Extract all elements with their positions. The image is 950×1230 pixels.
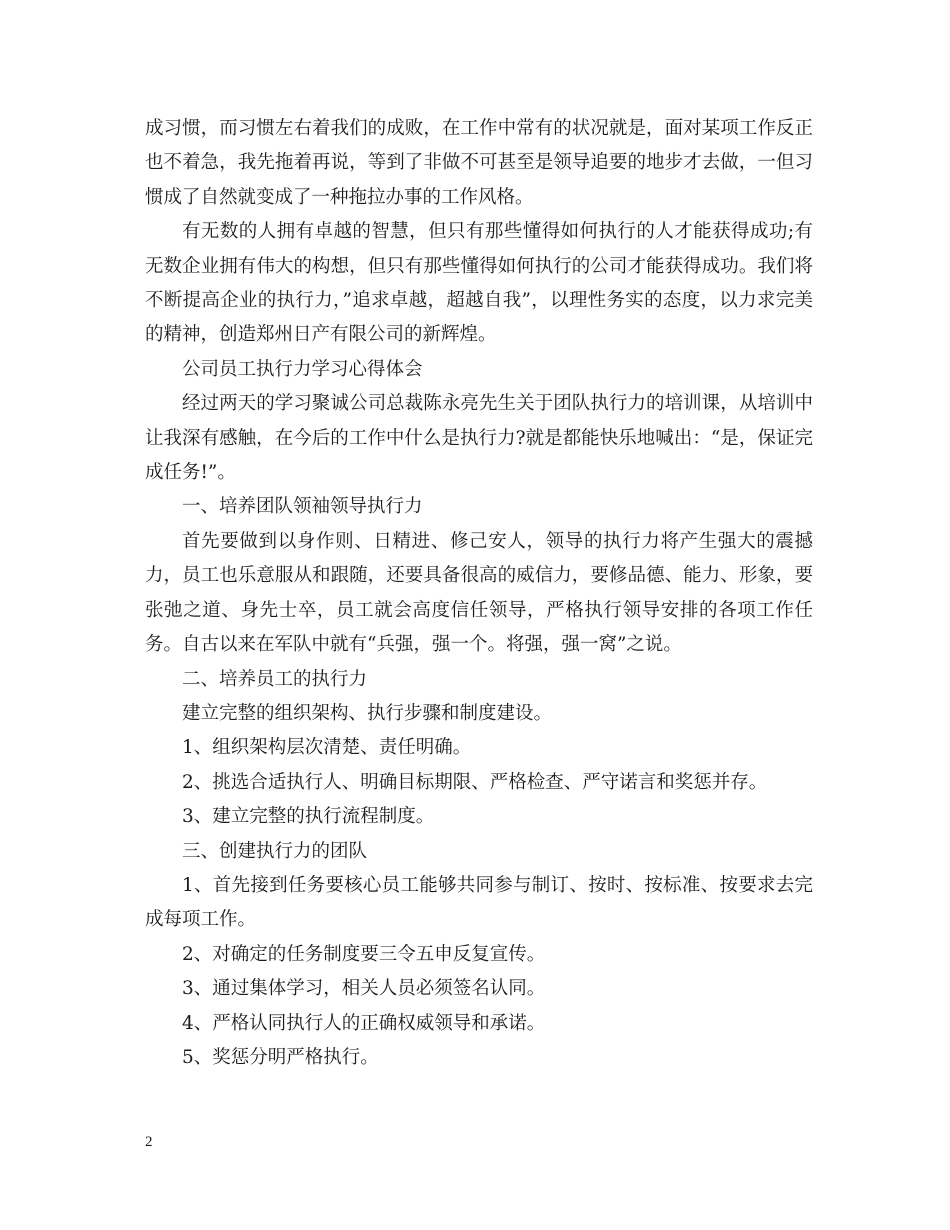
list-item-repeat-promotion: 2、对确定的任务制度要三令五申反复宣传。	[182, 943, 546, 965]
paragraph-leader-example: 首先要做到以身作则、日精进、修己安人，领导的执行力将产生强大的震撼力，员工也乐意服从和跟随，还要具备很高的威信力，要修品德、能力、形象，要张弛之道、身先士卒，员工就会高度信任领导，严格执行领导安排的各项工作任务。自古以来在军队中就有“兵强，强一个。将强，强一窝”之说。	[145, 530, 813, 656]
list-item-select-executor: 2、挑选合适执行人、明确目标期限、严格检查、严守诺言和奖惩并存。	[182, 771, 768, 793]
list-item-collective-learning: 3、通过集体学习，相关人员必须签名认同。	[182, 978, 546, 1000]
section-title-learning-experience: 公司员工执行力学习心得体会	[182, 358, 423, 380]
document-body	[145, 112, 813, 1075]
paragraph-habit-continuation: 成习惯，而习惯左右着我们的成败，在工作中常有的状况就是，面对某项工作反正也不着急，我先拖着再说，等到了非做不可甚至是领导追要的地步才去做，一但习惯成了自然就变成了一种拖拉办事的工作风格。	[145, 118, 813, 208]
list-item-authority-commitment: 4、严格认同执行人的正确权威领导和承诺。	[182, 1012, 546, 1034]
list-item-organization-clear: 1、组织架构层次清楚、责任明确。	[182, 737, 472, 759]
paragraph-training-intro: 经过两天的学习聚诚公司总裁陈永亮先生关于团队执行力的培训课，从培训中让我深有感触，在今后的工作中什么是执行力?就是都能快乐地喊出：“是，保证完成任务!”。	[145, 393, 813, 484]
list-item-rewards-penalties: 5、奖惩分明严格执行。	[182, 1046, 379, 1068]
heading-leader-execution: 一、培养团队领袖领导执行力	[182, 496, 423, 518]
heading-build-team: 三、创建执行力的团队	[182, 840, 368, 862]
heading-employee-execution: 二、培养员工的执行力	[182, 668, 368, 690]
list-item-process-system: 3、建立完整的执行流程制度。	[182, 806, 435, 828]
paragraph-execution-success: 有无数的人拥有卓越的智慧，但只有那些懂得如何执行的人才能获得成功;有无数企业拥有伟大的构想，但只有那些懂得如何执行的公司才能获得成功。我们将不断提高企业的执行力，”追求卓越，超越自我”，以理性务实的态度，以力求完美的精神，创造郑州日产有限公司的新辉煌。	[145, 221, 813, 346]
page-number: 2	[145, 1134, 153, 1150]
list-item-core-staff: 1、首先接到任务要核心员工能够共同参与制订、按时、按标准、按要求去完成每项工作。	[145, 874, 813, 931]
paragraph-organization-system: 建立完整的组织架构、执行步骤和制度建设。	[182, 702, 553, 724]
